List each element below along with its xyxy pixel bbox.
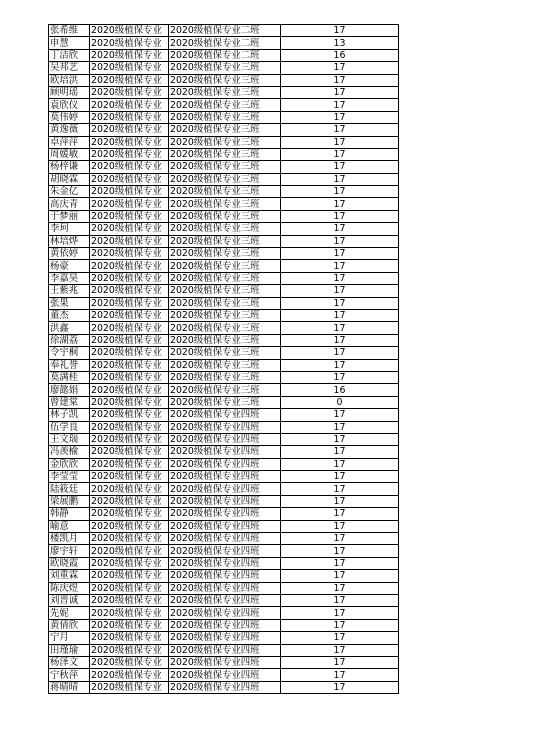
score-cell: 17	[281, 582, 399, 594]
table-row	[49, 582, 399, 594]
major-cell: 2020级植保专业	[90, 285, 169, 297]
student-name-cell: 张希维	[49, 25, 90, 37]
table-row	[49, 347, 399, 359]
major-cell: 2020级植保专业	[90, 421, 169, 433]
major-cell: 2020级植保专业	[90, 570, 169, 582]
class-cell: 2020级植保专业三班	[169, 371, 281, 383]
score-cell: 16	[281, 49, 399, 61]
class-cell: 2020级植保专业四班	[169, 458, 281, 470]
class-cell: 2020级植保专业三班	[169, 384, 281, 396]
student-name-cell: 周媛敏	[49, 148, 90, 160]
class-cell: 2020级植保专业四班	[169, 619, 281, 631]
score-cell: 17	[281, 285, 399, 297]
table-row	[49, 359, 399, 371]
class-cell: 2020级植保专业三班	[169, 124, 281, 136]
class-cell: 2020级植保专业四班	[169, 483, 281, 495]
class-cell: 2020级植保专业四班	[169, 520, 281, 532]
student-name-cell: 黄依婷	[49, 248, 90, 260]
major-cell: 2020级植保专业	[90, 25, 169, 37]
class-cell: 2020级植保专业四班	[169, 508, 281, 520]
student-name-cell: 丁洁欣	[49, 49, 90, 61]
class-cell: 2020级植保专业三班	[169, 359, 281, 371]
class-cell: 2020级植保专业三班	[169, 248, 281, 260]
table-row	[49, 446, 399, 458]
major-cell: 2020级植保专业	[90, 223, 169, 235]
table-row	[49, 272, 399, 284]
score-cell: 17	[281, 508, 399, 520]
class-cell: 2020级植保专业二班	[169, 25, 281, 37]
score-cell: 17	[281, 173, 399, 185]
major-cell: 2020级植保专业	[90, 347, 169, 359]
major-cell: 2020级植保专业	[90, 533, 169, 545]
score-cell: 17	[281, 334, 399, 346]
student-name-cell: 徐湖荔	[49, 334, 90, 346]
score-cell: 17	[281, 347, 399, 359]
table-row	[49, 520, 399, 532]
student-name-cell: 黄逸薇	[49, 124, 90, 136]
score-cell: 13	[281, 37, 399, 49]
score-cell: 17	[281, 297, 399, 309]
score-cell: 17	[281, 409, 399, 421]
student-name-cell: 顾明瑶	[49, 86, 90, 98]
student-name-cell: 楼凯月	[49, 533, 90, 545]
student-name-cell: 李莹莹	[49, 471, 90, 483]
table-row	[49, 570, 399, 582]
score-cell: 17	[281, 433, 399, 445]
major-cell: 2020级植保专业	[90, 62, 169, 74]
major-cell: 2020级植保专业	[90, 508, 169, 520]
class-cell: 2020级植保专业三班	[169, 210, 281, 222]
score-cell: 17	[281, 223, 399, 235]
major-cell: 2020级植保专业	[90, 334, 169, 346]
student-name-cell: 黄倩欣	[49, 619, 90, 631]
student-name-cell: 张果	[49, 297, 90, 309]
student-name-cell: 宁秋萍	[49, 669, 90, 681]
student-name-cell: 申慧	[49, 37, 90, 49]
major-cell: 2020级植保专业	[90, 99, 169, 111]
class-cell: 2020级植保专业三班	[169, 396, 281, 408]
score-cell: 17	[281, 322, 399, 334]
score-cell: 17	[281, 594, 399, 606]
major-cell: 2020级植保专业	[90, 136, 169, 148]
class-cell: 2020级植保专业三班	[169, 235, 281, 247]
class-cell: 2020级植保专业四班	[169, 446, 281, 458]
table-row	[49, 433, 399, 445]
table-row	[49, 557, 399, 569]
class-cell: 2020级植保专业二班	[169, 37, 281, 49]
student-name-cell: 刘晋诚	[49, 594, 90, 606]
score-table-body	[49, 25, 399, 694]
student-name-cell: 奉礼誉	[49, 359, 90, 371]
score-cell: 17	[281, 371, 399, 383]
major-cell: 2020级植保专业	[90, 248, 169, 260]
table-row	[49, 471, 399, 483]
class-cell: 2020级植保专业三班	[169, 62, 281, 74]
score-cell: 17	[281, 136, 399, 148]
major-cell: 2020级植保专业	[90, 594, 169, 606]
major-cell: 2020级植保专业	[90, 272, 169, 284]
class-cell: 2020级植保专业四班	[169, 433, 281, 445]
class-cell: 2020级植保专业三班	[169, 198, 281, 210]
class-cell: 2020级植保专业三班	[169, 173, 281, 185]
table-row	[49, 495, 399, 507]
score-cell: 17	[281, 607, 399, 619]
table-row	[49, 173, 399, 185]
score-cell: 17	[281, 669, 399, 681]
score-cell: 0	[281, 396, 399, 408]
student-name-cell: 杨豪	[49, 260, 90, 272]
table-row	[49, 309, 399, 321]
student-name-cell: 廖宇轩	[49, 545, 90, 557]
student-name-cell: 伍学良	[49, 421, 90, 433]
student-name-cell: 陈庆煜	[49, 582, 90, 594]
major-cell: 2020级植保专业	[90, 458, 169, 470]
table-row	[49, 161, 399, 173]
score-cell: 17	[281, 235, 399, 247]
table-row	[49, 396, 399, 408]
major-cell: 2020级植保专业	[90, 644, 169, 656]
class-cell: 2020级植保专业四班	[169, 421, 281, 433]
student-name-cell: 朱金亿	[49, 186, 90, 198]
class-cell: 2020级植保专业四班	[169, 656, 281, 668]
class-cell: 2020级植保专业四班	[169, 582, 281, 594]
score-cell: 17	[281, 570, 399, 582]
table-row	[49, 124, 399, 136]
table-row	[49, 644, 399, 656]
score-cell: 17	[281, 656, 399, 668]
table-row	[49, 136, 399, 148]
major-cell: 2020级植保专业	[90, 124, 169, 136]
score-cell: 17	[281, 545, 399, 557]
student-name-cell: 莫伟婷	[49, 111, 90, 123]
student-name-cell: 李珂	[49, 223, 90, 235]
class-cell: 2020级植保专业二班	[169, 49, 281, 61]
major-cell: 2020级植保专业	[90, 471, 169, 483]
major-cell: 2020级植保专业	[90, 148, 169, 160]
student-name-cell: 冯羡榆	[49, 446, 90, 458]
score-cell: 17	[281, 74, 399, 86]
major-cell: 2020级植保专业	[90, 495, 169, 507]
table-row	[49, 371, 399, 383]
table-row	[49, 384, 399, 396]
score-cell: 17	[281, 446, 399, 458]
student-name-cell: 廖懿娟	[49, 384, 90, 396]
student-name-cell: 陆筱廷	[49, 483, 90, 495]
student-name-cell: 刘重霖	[49, 570, 90, 582]
class-cell: 2020级植保专业三班	[169, 272, 281, 284]
class-cell: 2020级植保专业三班	[169, 322, 281, 334]
major-cell: 2020级植保专业	[90, 74, 169, 86]
class-cell: 2020级植保专业四班	[169, 495, 281, 507]
score-cell: 17	[281, 471, 399, 483]
score-cell: 17	[281, 124, 399, 136]
student-name-cell: 王紫兆	[49, 285, 90, 297]
class-cell: 2020级植保专业三班	[169, 136, 281, 148]
student-name-cell: 欧培洪	[49, 74, 90, 86]
table-row	[49, 198, 399, 210]
table-row	[49, 148, 399, 160]
class-cell: 2020级植保专业三班	[169, 334, 281, 346]
table-row	[49, 421, 399, 433]
class-cell: 2020级植保专业三班	[169, 86, 281, 98]
student-name-cell: 林子凯	[49, 409, 90, 421]
class-cell: 2020级植保专业四班	[169, 644, 281, 656]
score-cell: 17	[281, 248, 399, 260]
major-cell: 2020级植保专业	[90, 210, 169, 222]
student-name-cell: 先妮	[49, 607, 90, 619]
student-name-cell: 曾建棠	[49, 396, 90, 408]
table-row	[49, 37, 399, 49]
class-cell: 2020级植保专业三班	[169, 347, 281, 359]
table-row	[49, 409, 399, 421]
major-cell: 2020级植保专业	[90, 607, 169, 619]
class-cell: 2020级植保专业三班	[169, 74, 281, 86]
table-row	[49, 223, 399, 235]
student-name-cell: 李嘉昊	[49, 272, 90, 284]
student-name-cell: 林培烨	[49, 235, 90, 247]
student-name-cell: 金欣欣	[49, 458, 90, 470]
score-cell: 17	[281, 644, 399, 656]
student-name-cell: 欧晓霞	[49, 557, 90, 569]
student-name-cell: 卓萍萍	[49, 136, 90, 148]
score-cell: 17	[281, 111, 399, 123]
major-cell: 2020级植保专业	[90, 557, 169, 569]
class-cell: 2020级植保专业三班	[169, 285, 281, 297]
table-row	[49, 334, 399, 346]
table-row	[49, 458, 399, 470]
class-cell: 2020级植保专业三班	[169, 148, 281, 160]
major-cell: 2020级植保专业	[90, 483, 169, 495]
major-cell: 2020级植保专业	[90, 186, 169, 198]
score-cell: 17	[281, 421, 399, 433]
score-cell: 17	[281, 210, 399, 222]
major-cell: 2020级植保专业	[90, 37, 169, 49]
student-name-cell: 杨泽文	[49, 656, 90, 668]
score-cell: 17	[281, 148, 399, 160]
class-cell: 2020级植保专业三班	[169, 186, 281, 198]
score-cell: 17	[281, 483, 399, 495]
student-name-cell: 梁展鹏	[49, 495, 90, 507]
major-cell: 2020级植保专业	[90, 396, 169, 408]
student-name-cell: 袁欣仪	[49, 99, 90, 111]
class-cell: 2020级植保专业三班	[169, 161, 281, 173]
major-cell: 2020级植保专业	[90, 309, 169, 321]
table-row	[49, 74, 399, 86]
table-row	[49, 260, 399, 272]
table-row	[49, 483, 399, 495]
table-row	[49, 111, 399, 123]
table-row	[49, 656, 399, 668]
score-cell: 17	[281, 86, 399, 98]
table-row	[49, 186, 399, 198]
table-row	[49, 619, 399, 631]
major-cell: 2020级植保专业	[90, 161, 169, 173]
score-cell: 17	[281, 495, 399, 507]
major-cell: 2020级植保专业	[90, 446, 169, 458]
class-cell: 2020级植保专业三班	[169, 297, 281, 309]
score-cell: 17	[281, 25, 399, 37]
table-row	[49, 508, 399, 520]
class-cell: 2020级植保专业四班	[169, 409, 281, 421]
major-cell: 2020级植保专业	[90, 371, 169, 383]
student-name-cell: 莫满桂	[49, 371, 90, 383]
table-row	[49, 681, 399, 693]
major-cell: 2020级植保专业	[90, 656, 169, 668]
table-row	[49, 285, 399, 297]
major-cell: 2020级植保专业	[90, 582, 169, 594]
major-cell: 2020级植保专业	[90, 111, 169, 123]
score-cell: 17	[281, 62, 399, 74]
class-cell: 2020级植保专业四班	[169, 545, 281, 557]
table-row	[49, 62, 399, 74]
table-row	[49, 210, 399, 222]
table-row	[49, 49, 399, 61]
major-cell: 2020级植保专业	[90, 619, 169, 631]
table-row	[49, 235, 399, 247]
student-name-cell: 洪鑫	[49, 322, 90, 334]
student-name-cell: 喻意	[49, 520, 90, 532]
score-cell: 17	[281, 681, 399, 693]
major-cell: 2020级植保专业	[90, 409, 169, 421]
score-cell: 17	[281, 520, 399, 532]
table-row	[49, 632, 399, 644]
score-cell: 17	[281, 533, 399, 545]
student-name-cell: 吴邦艺	[49, 62, 90, 74]
student-name-cell: 胡晓霖	[49, 173, 90, 185]
table-row	[49, 297, 399, 309]
score-cell: 17	[281, 619, 399, 631]
table-row	[49, 594, 399, 606]
student-name-cell: 蒋晴晴	[49, 681, 90, 693]
score-cell: 17	[281, 458, 399, 470]
class-cell: 2020级植保专业四班	[169, 471, 281, 483]
score-cell: 17	[281, 186, 399, 198]
student-name-cell: 董杰	[49, 309, 90, 321]
student-name-cell: 田瑾瑜	[49, 644, 90, 656]
class-cell: 2020级植保专业四班	[169, 607, 281, 619]
major-cell: 2020级植保专业	[90, 359, 169, 371]
class-cell: 2020级植保专业四班	[169, 533, 281, 545]
class-cell: 2020级植保专业三班	[169, 309, 281, 321]
class-cell: 2020级植保专业三班	[169, 111, 281, 123]
major-cell: 2020级植保专业	[90, 322, 169, 334]
score-cell: 17	[281, 99, 399, 111]
table-row	[49, 669, 399, 681]
student-name-cell: 宁月	[49, 632, 90, 644]
major-cell: 2020级植保专业	[90, 545, 169, 557]
class-cell: 2020级植保专业三班	[169, 99, 281, 111]
major-cell: 2020级植保专业	[90, 681, 169, 693]
major-cell: 2020级植保专业	[90, 173, 169, 185]
student-name-cell: 令宇桐	[49, 347, 90, 359]
score-cell: 17	[281, 632, 399, 644]
table-row	[49, 86, 399, 98]
table-row	[49, 533, 399, 545]
class-cell: 2020级植保专业四班	[169, 570, 281, 582]
student-name-cell: 于梦丽	[49, 210, 90, 222]
score-cell: 17	[281, 198, 399, 210]
major-cell: 2020级植保专业	[90, 198, 169, 210]
class-cell: 2020级植保专业三班	[169, 223, 281, 235]
student-name-cell: 王文瑞	[49, 433, 90, 445]
student-name-cell: 杨梓谦	[49, 161, 90, 173]
score-cell: 17	[281, 272, 399, 284]
major-cell: 2020级植保专业	[90, 86, 169, 98]
score-cell: 17	[281, 309, 399, 321]
major-cell: 2020级植保专业	[90, 433, 169, 445]
class-cell: 2020级植保专业四班	[169, 681, 281, 693]
class-cell: 2020级植保专业三班	[169, 260, 281, 272]
score-cell: 17	[281, 557, 399, 569]
score-cell: 17	[281, 161, 399, 173]
major-cell: 2020级植保专业	[90, 632, 169, 644]
class-cell: 2020级植保专业四班	[169, 594, 281, 606]
table-row	[49, 607, 399, 619]
class-cell: 2020级植保专业四班	[169, 669, 281, 681]
score-cell: 16	[281, 384, 399, 396]
score-table	[48, 24, 399, 694]
major-cell: 2020级植保专业	[90, 520, 169, 532]
class-cell: 2020级植保专业四班	[169, 632, 281, 644]
table-row	[49, 25, 399, 37]
major-cell: 2020级植保专业	[90, 49, 169, 61]
table-row	[49, 248, 399, 260]
table-row	[49, 99, 399, 111]
major-cell: 2020级植保专业	[90, 669, 169, 681]
student-name-cell: 韩静	[49, 508, 90, 520]
class-cell: 2020级植保专业四班	[169, 557, 281, 569]
table-row	[49, 322, 399, 334]
major-cell: 2020级植保专业	[90, 297, 169, 309]
major-cell: 2020级植保专业	[90, 235, 169, 247]
major-cell: 2020级植保专业	[90, 260, 169, 272]
student-name-cell: 高庆青	[49, 198, 90, 210]
major-cell: 2020级植保专业	[90, 384, 169, 396]
score-cell: 17	[281, 359, 399, 371]
score-cell: 17	[281, 260, 399, 272]
table-row	[49, 545, 399, 557]
